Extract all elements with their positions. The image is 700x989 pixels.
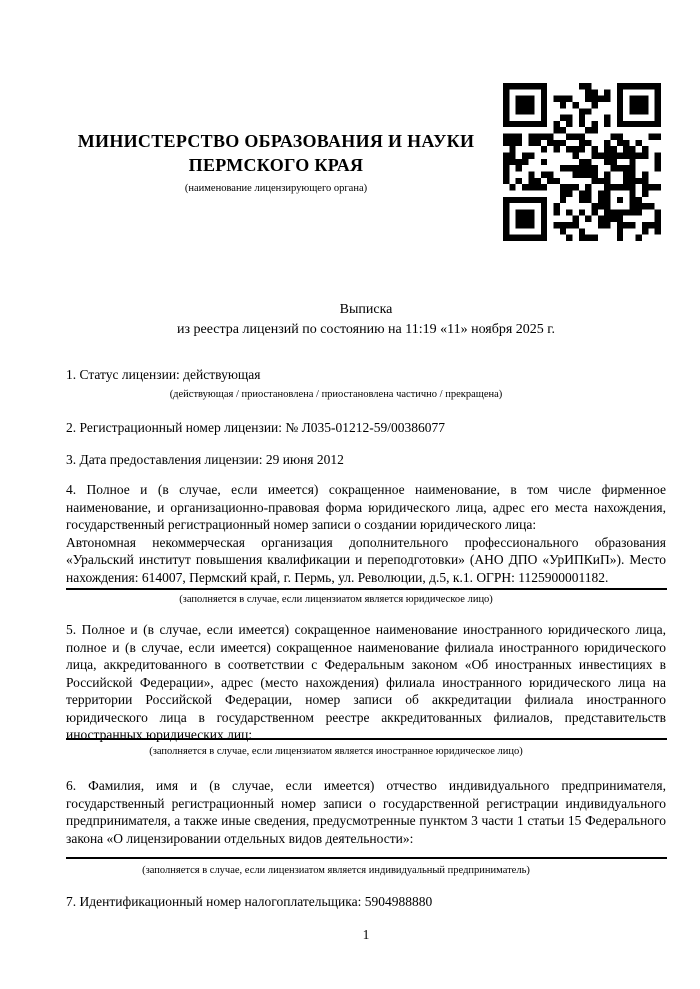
legal-entity-divider	[66, 588, 667, 590]
legal-entity-label: 4. Полное и (в случае, если имеется) сокращенное наименование, в том числе фирменное наименование, и организационно-правовая форма юридического лица, адрес его места нахождения, государственный регистрационный номер записи о создании юридического лица:	[66, 482, 666, 532]
license-date-paragraph: 3. Дата предоставления лицензии: 29 июня 2012	[66, 452, 344, 467]
foreign-entity-divider	[66, 738, 667, 740]
legal-entity-paragraph	[66, 481, 666, 586]
page-number: 1	[362, 927, 370, 942]
license-status-note: (действующая / приостановлена / приостановлена частично / прекращена)	[169, 389, 503, 400]
document-title-block	[66, 300, 666, 340]
foreign-entity-note: (заполняется в случае, если лицензиатом является иностранное юридическое лицо)	[149, 746, 523, 757]
legal-entity-value: Автономная некоммерческая организация дополнительного профессионального образования «Уральский институт повышения квалификации и переподготовки» (АНО ДПО «УрИПКиП»). Место нахождения: 614007, Пермский край, г. Пермь, ул. Революции, д.5, к.1. ОГРН: 1125900001182.	[66, 534, 666, 585]
foreign-entity-paragraph: 5. Полное и (в случае, если имеется) сокращенное наименование иностранного юридического лица, полное и (в случае, если имеется) сокращенное наименование филиала иностранного юридического лица, аккредитованного в соответствии с Федеральным законом «Об иностранных инвестициях в Российской Федерации», адрес (место нахождения) филиала иностранного юридического лица на территории Российской Федерации, номер записи об аккредитации филиала иностранного юридического лица в государственном реестре аккредитованных филиалов, представительств иностранных юридических лиц:	[66, 622, 666, 742]
document-subtitle: из реестра лицензий по состоянию на 11:19 «11» ноября 2025 г.	[177, 322, 555, 337]
licensing-authority-note: (наименование лицензирующего органа)	[184, 183, 368, 194]
entrepreneur-divider	[66, 857, 667, 859]
document-title: Выписка	[339, 302, 393, 317]
taxpayer-number-paragraph: 7. Идентификационный номер налогоплательщика: 5904988880	[66, 894, 433, 909]
qr-code-icon	[503, 83, 661, 241]
legal-entity-note: (заполняется в случае, если лицензиатом является юридическое лицо)	[179, 594, 493, 605]
entrepreneur-paragraph: 6. Фамилия, имя и (в случае, если имеется) отчество индивидуального предпринимателя, государственный регистрационный номер записи о государственной регистрации индивидуального предпринимателя, а также иные сведения, предусмотренные пунктом 3 части 1 статьи 15 Федерального закона «О лицензировании отдельных видов деятельности»:	[66, 778, 666, 846]
entrepreneur-note: (заполняется в случае, если лицензиатом является индивидуальный предприниматель)	[142, 865, 530, 876]
ministry-name-line1: МИНИСТЕРСТВО ОБРАЗОВАНИЯ И НАУКИ	[77, 131, 475, 151]
license-number-paragraph: 2. Регистрационный номер лицензии: № Л035-01212-59/00386077	[66, 420, 446, 435]
ministry-header	[66, 129, 486, 195]
ministry-name-line2: ПЕРМСКОГО КРАЯ	[188, 155, 364, 175]
license-status-paragraph: 1. Статус лицензии: действующая	[66, 367, 261, 382]
